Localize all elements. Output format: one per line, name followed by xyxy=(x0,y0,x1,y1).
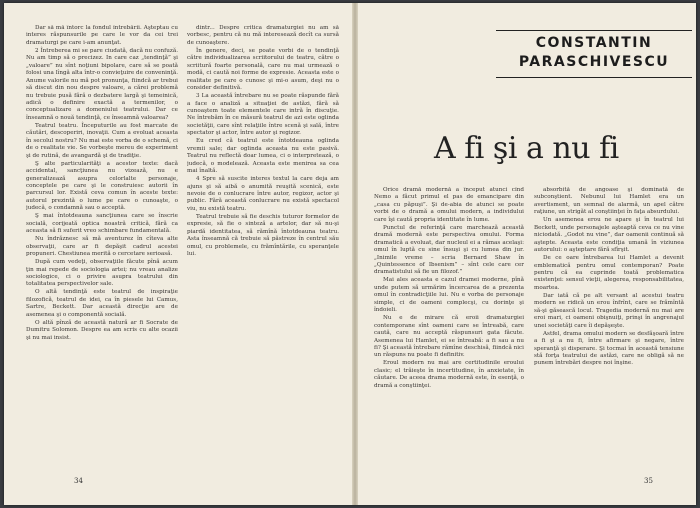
left-page xyxy=(4,3,352,505)
page-number: 34 xyxy=(74,477,83,485)
paragraph: În genere, deci, se poate vorbi de o tendinţă către individualizarea scriitorului de teatru, către o scriitură foarte personală, care nu mai urmează o modă, ci caută noi forme de expresie. Aceasta este o realitate pe care o cunosc şi mi-o asum, deşi nu o consider definitivă. xyxy=(187,47,339,92)
paragraph: Ş mai întotdeauna sancţiunea care se înscrie socială, corijeată optica noastră critică, fără ca aceasta să fi suferit vreo schimbare fundamentală. xyxy=(26,213,178,235)
book-spread xyxy=(4,3,696,505)
right-page-column-1 xyxy=(374,187,524,455)
author-first-name: CONSTANTIN xyxy=(535,35,653,51)
paragraph: 3 La această întrebare nu se poate răspunde fără a face o analiză a situaţiei de astăzi, fără să cunoaştem toate elementele care intră în discuţie. Ne întrebăm în ce măsură teatrul de azi este oglinda societăţii, care sînt relaţiile între scenă şi sală, între spectator şi actor, între autor şi regizor. xyxy=(187,93,339,137)
paragraph: Orice dramă modernă a început atunci cînd Nemo a făcut primul el pas de emancipare din „casa cu păpuşi”. Şi de-abia de atunci se poate vorbi de o dramă a omului modern, a individului care îşi caută propria identitate în lume. xyxy=(374,187,524,223)
paragraph: Punctul de referinţă care marchează această dramă modernă este perspectiva omului. Forma dramatică a evoluat, dar nucleul ei a rămas acelaşi: omul în luptă cu sine însuşi şi cu lumea din jur. „Inimile vreme – scria Bernard Shaw în „Quintessence of Ibsenism” – sînt cele care cer dramatistului să fie un filozof.” xyxy=(374,224,524,276)
paragraph: Astfel, drama omului modern se desfăşoară între a fi şi a nu fi, între afirmare şi negare, între speranţă şi disperare. Şi tocmai în această tensiune stă forţa teatrului de astăzi, care ne obligă să ne punem întrebări despre noi înşine. xyxy=(534,330,684,367)
paragraph: O altă pînză de această natură ar fi Socrate de Dumitru Solomon. Despre ea am scris cu alte ocazii şi nu mai insist. xyxy=(26,319,178,341)
paragraph: Teatrul teatru. Începuturile au fost marcate de căutări, descoperiri, inovaţii. Cum a evoluat aceasta în secolul nostru? Nu mai este vorba de o schemă, ci de o realitate vie. Se vorbeşte mereu de experiment şi de rutină, de avangardă şi de tradiţie. xyxy=(26,122,178,159)
paragraph: Nu îndrăznesc să mă aventurez în cîteva alte observaţii, care ar fi depăşit cadrul acestei propuneri. Chestiunea merită o cercetare serioasă. xyxy=(26,236,178,258)
right-page xyxy=(358,3,696,505)
paragraph: Ş alte particularităţi a acestor texte: dacă accidental, sancţiunea nu vizează, nu e generalizează asupra celorlalte personaje, conceptele pe care şi le construiesc autorii în parcursul lor. Există ceva comun în aceste texte: autorul prezintă o lume pe care o cunoaşte, o judecă, o condamnă sau o acceptă. xyxy=(26,160,178,212)
author-header xyxy=(496,30,692,78)
right-page-column-2 xyxy=(534,187,684,455)
paragraph: Nu e de mirare că eroii dramaturgiei contemporane sînt oameni care se întreabă, care caută, care nu acceptă răspunsuri gata făcute. Asemenea lui Hamlet, ei se întreabă: a fi sau a nu fi? Şi această întrebare rămîne deschisă, fiindcă nici un răspuns nu poate fi definitiv. xyxy=(374,315,524,359)
paragraph: 4 Spre să suscite interes textul la care deja am ajuns şi să aibă o anumită reuşită scenică, este nevoie de o conlucrare între autor, regizor, actor şi public. Fără această conlucrare nu există spectacol viu, nu există teatru. xyxy=(187,176,339,212)
paragraph: O altă tendinţă este teatrul de inspiraţie filozofică, teatrul de idei, ca în piesele lui Camus, Sartre, Beckett. Dar această direcţie are de asemenea şi o componentă socială. xyxy=(26,289,178,318)
paragraph: 2 Întreberea mi se pare ciudată, dacă nu confuză. Nu am timp să o precizez. In care caz „tendinţă” şi „valoare” nu sînt noţiuni bipolare, care să se poată folosi una lîngă alta într-o convieţuire de conveninţă. Anume valorile nu mă pot pronunţa, fiindcă ar trebui să discut din nou despre valoare, a cărei problemă nu trebuie pusă fără o dezbatere largă şi temeinică, adică o definire exactă a termenilor, o conceptualizare a domeniului teatrului. Dar ce înseamnă o nouă tendinţă, ce înseamnă valoarea? xyxy=(26,47,178,121)
left-page-column-1 xyxy=(26,25,178,455)
paragraph: Eroul modern nu mai are certitudinile eroului clasic; el trăieşte în incertitudine, în anxietate, în căutare. De aceea drama modernă este, în esenţă, o dramă a conştiinţei. xyxy=(374,360,524,389)
left-page-column-2 xyxy=(187,25,339,455)
article-title: A fi şi a nu fi xyxy=(434,131,619,166)
page-number: 35 xyxy=(644,477,653,485)
author-last-name: PARASCHIVESCU xyxy=(518,54,670,70)
paragraph: Dar să mă întorc la fondul întrebării. Aşteptau cu interes răspunsurile pe care le vor da cei trei dramaturgi pe care i-am anunţat. xyxy=(26,25,178,46)
paragraph: absorbită de angoase şi dominată de subconştient. Nebunul lui Hamlet era un avertisment, un semnal de alarmă, un apel către raţiune, un strigăt al conştiinţei în faţa absurdului. xyxy=(534,187,684,216)
paragraph: Un asemenea erou ne apare şi în teatrul lui Beckett, unde personajele aşteaptă ceva ce nu vine niciodată. „Godot nu vine”, dar oamenii continuă să aştepte. Aceasta este condiţia umană în viziunea autorului: o aşteptare fără sfîrşit. xyxy=(534,217,684,254)
paragraph: Eu cred că teatrul este întotdeauna oglinda vremii sale; dar oglinda aceasta nu este pasivă. Teatrul nu reflectă doar lumea, ci o interpretează, o judecă, o modelează. Aceasta este menirea sa cea mai înaltă. xyxy=(187,138,339,175)
paragraph: dintr... Despre critica dramaturgiei nu am să vorbesc, pentru că nu mă interesează decît ca sursă de cunoaştere. xyxy=(187,25,339,46)
paragraph: Teatrul trebuie să fie deschis tuturor formelor de expresie, să fie o sinteză a artelor, dar să nu-şi piardă identitatea, să rămînă întotdeauna teatru. Asta înseamnă că trebuie să păstreze în centrul său omul, cu problemele, cu frămîntările, cu speranţele lui. xyxy=(187,213,339,258)
paragraph: Mai ales aceasta e cazul dramei moderne, pînă unde putem să urmărim încercarea de a prezenta omul în contradicţiile lui. Nu e vorba de personaje simple, ci de oameni complecşi, cu dorinţe şi îndoieli. xyxy=(374,277,524,314)
paragraph: De ce oare întrebarea lui Hamlet a devenit emblematică pentru omul contemporan? Poate pentru că ea cuprinde toată problematica existenţei: sensul vieţii, alegerea, responsabilitatea, moartea. xyxy=(534,255,684,291)
paragraph: Dar iată că pe alt versant al acestui teatru modern se ridică un erou înfrînt, care se frămîntă să-şi găsească locul. Tragedia modernă nu mai are eroi mari, ci oameni obişnuiţi, prinşi în angrenajul unei societăţi care îi depăşeşte. xyxy=(534,292,684,329)
paragraph: După cum vedeţi, observaţiile făcute pînă acum ţin mai repede de sociologia artei; nu vreau analize sociologice, ci o privire asupra teatrului din totalitatea perspectivelor sale. xyxy=(26,259,178,288)
